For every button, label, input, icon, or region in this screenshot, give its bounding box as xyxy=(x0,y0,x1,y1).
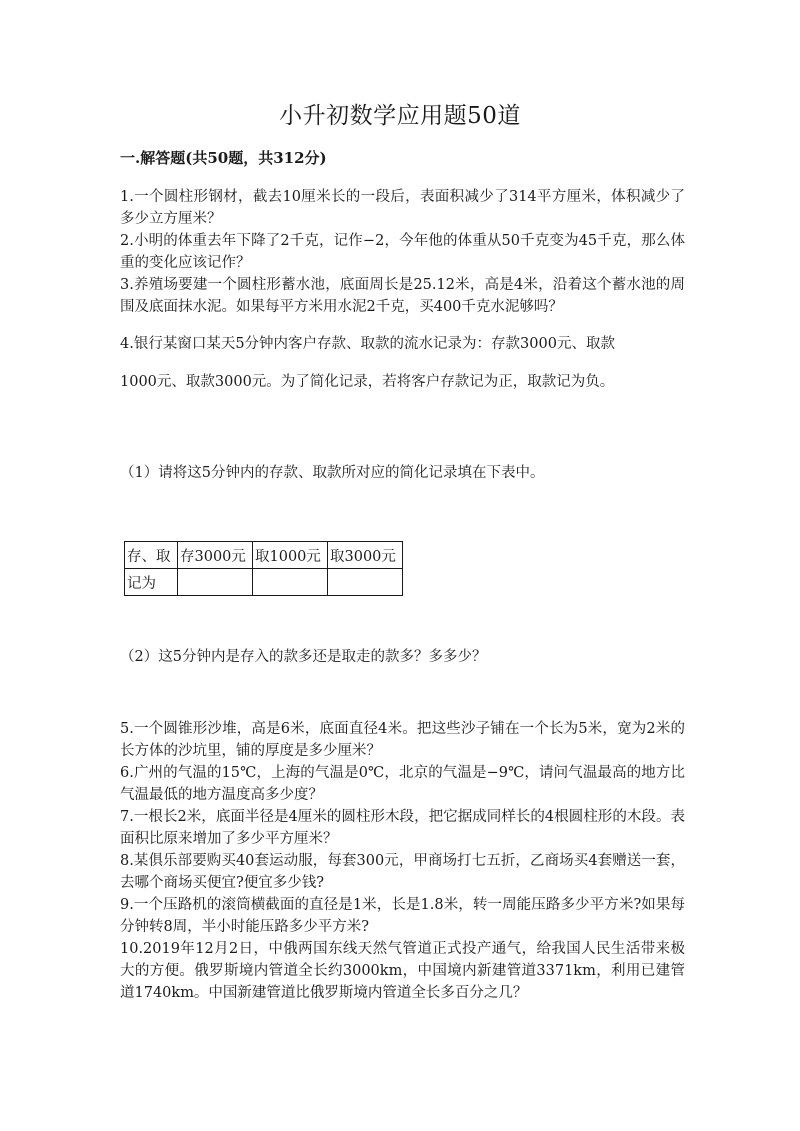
table-header-cell: 取1000元 xyxy=(253,542,328,569)
table-header-cell: 存3000元 xyxy=(178,542,253,569)
question-4-subpart-2: （2）这5分钟内是存入的款多还是取走的款多？多多少？ xyxy=(120,649,487,665)
table-header-cell: 取3000元 xyxy=(328,542,403,569)
table-header-row xyxy=(125,542,403,569)
table-cell-blank[interactable] xyxy=(178,569,253,596)
page-title: 小升初数学应用题50道 xyxy=(279,103,521,129)
question-list-a xyxy=(120,186,685,318)
question-4-line-1: 4.银行某窗口某天5分钟内客户存款、取款的流水记录为：存款3000元、取款 xyxy=(120,336,615,352)
question-item: 5.一个圆锥形沙堆，高是6米，底面直径4米。把这些沙子铺在一个长为5米，宽为2米的长方体的沙坑里，铺的厚度是多少厘米？ xyxy=(120,721,685,759)
table-header-cell: 存、取 xyxy=(125,542,178,569)
question-item: 1.一个圆柱形钢材，截去10厘米长的一段后，表面积减少了314平方厘米，体积减少了多少立方厘米？ xyxy=(120,189,685,227)
question-item: 2.小明的体重去年下降了2千克，记作−2，今年他的体重从50千克变为45千克，那么体重的变化应该记作？ xyxy=(120,233,685,271)
table-cell-blank[interactable] xyxy=(328,569,403,596)
table-cell-blank[interactable] xyxy=(253,569,328,596)
question-item: 6.广州的气温的15℃，上海的气温是0℃，北京的气温是−9℃，请问气温最高的地方比气温最低的地方温度高多少度？ xyxy=(120,765,685,803)
question-item: 7.一根长2米，底面半径是4厘米的圆柱形木段，把它据成同样长的4根圆柱形的木段。表面积比原来增加了多少平方厘米？ xyxy=(120,809,685,847)
record-table xyxy=(124,541,403,596)
question-4-subpart-1: （1）请将这5分钟内的存款、取款所对应的简化记录填在下表中。 xyxy=(120,465,545,481)
section-heading: 一.解答题(共50题，共312分) xyxy=(120,149,327,167)
question-4-line-2: 1000元、取款3000元。为了简化记录，若将客户存款记为正，取款记为负。 xyxy=(120,374,615,390)
question-item: 10.2019年12月2日，中俄两国东线天然气管道正式投产通气，给我国人民生活带来极大的方便。俄罗斯境内管道全长约3000km，中国境内新建管道3371km，利用已建管道1740km。中国新建管道比俄罗斯境内管道全长多百分之几？ xyxy=(120,941,685,1001)
table-row-label: 记为 xyxy=(125,569,178,596)
question-list-b xyxy=(120,718,685,1004)
question-item: 3.养殖场要建一个圆柱形蓄水池，底面周长是25.12米，高是4米，沿着这个蓄水池的周围及底面抹水泥。如果每平方米用水泥2千克，买400千克水泥够吗？ xyxy=(120,277,685,315)
table-row xyxy=(125,569,403,596)
question-item: 8.某俱乐部要购买40套运动服，每套300元，甲商场打七五折，乙商场买4套赠送一套，去哪个商场买便宜?便宜多少钱? xyxy=(120,853,685,891)
question-item: 9.一个压路机的滚筒横截面的直径是1米，长是1.8米，转一周能压路多少平方米?如果每分钟转8周，半小时能压路多少平方米? xyxy=(120,897,685,935)
